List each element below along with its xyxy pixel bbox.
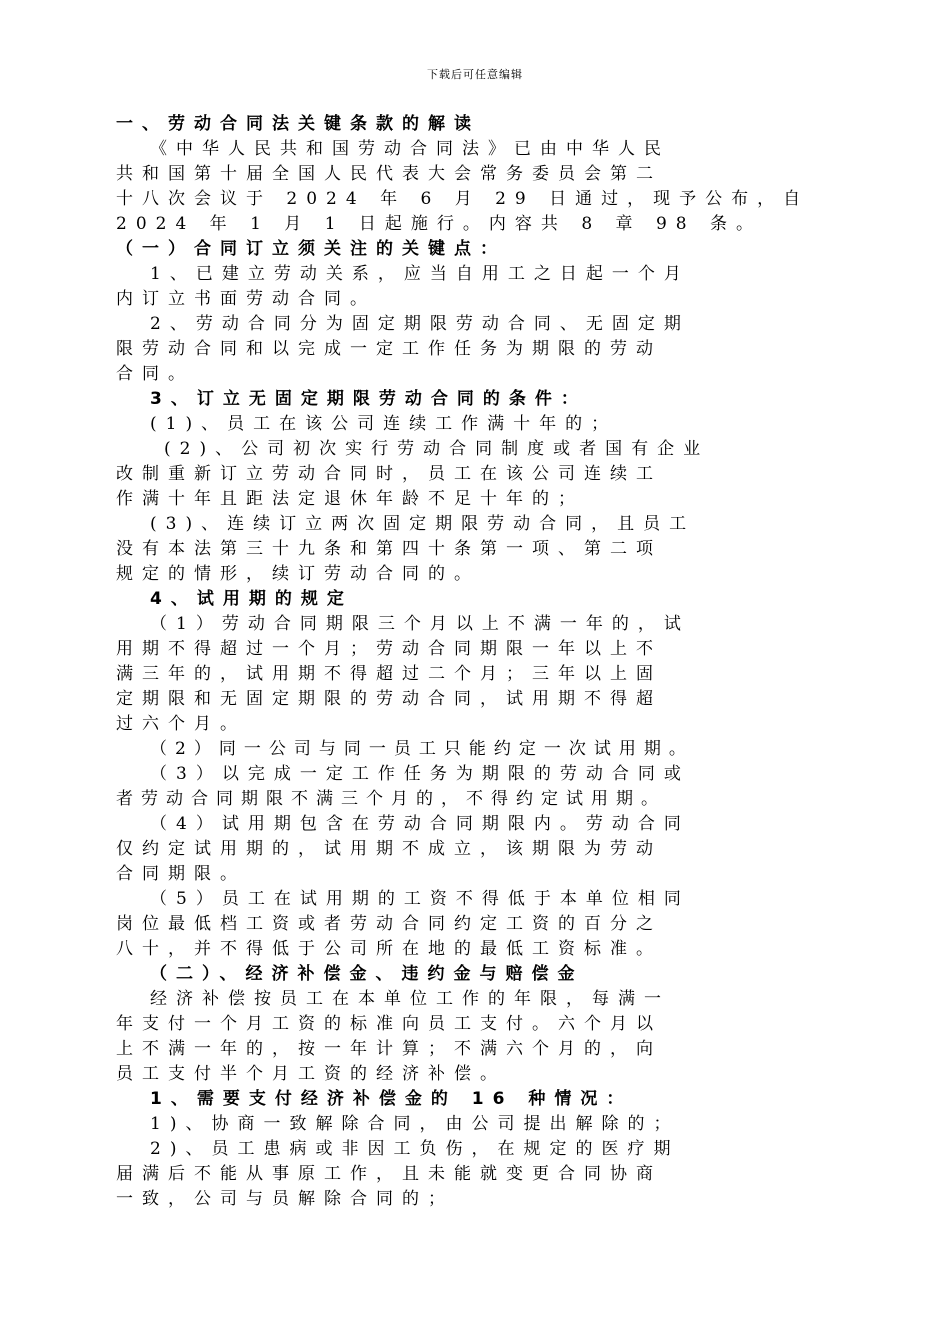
paragraph-line: 届满后不能从事原工作，且未能就变更合同协商 — [116, 1164, 662, 1184]
paragraph-line: 规定的情形，续订劳动合同的。 — [116, 564, 480, 584]
paragraph-line: 上不满一年的，按一年计算；不满六个月的，向 — [116, 1039, 662, 1059]
paragraph-line: （5）员工在试用期的工资不得低于本单位相同 — [150, 889, 690, 909]
paragraph-line: 2)、员工患病或非因工负伤，在规定的医疗期 — [150, 1139, 680, 1159]
paragraph-line: （1）劳动合同期限三个月以上不满一年的，试 — [150, 614, 690, 634]
paragraph-line: 1、已建立劳动关系，应当自用工之日起一个月 — [150, 264, 690, 284]
subsection-heading: 4、试用期的规定 — [150, 589, 353, 609]
paragraph-line: 《中华人民共和国劳动合同法》已由中华人民 — [150, 139, 670, 159]
paragraph-line: 过六个月。 — [116, 714, 246, 734]
subsection-heading: （二）、经济补偿金、违约金与赔偿金 — [150, 964, 584, 984]
paragraph-line: 1)、协商一致解除合同，由公司提出解除的； — [150, 1114, 680, 1134]
paragraph-line: （3）以完成一定工作任务为期限的劳动合同或 — [150, 764, 690, 784]
paragraph-line: (1)、员工在该公司连续工作满十年的； — [150, 414, 618, 434]
paragraph-line: 八十，并不得低于公司所在地的最低工资标准。 — [116, 939, 662, 959]
paragraph-line: 内订立书面劳动合同。 — [116, 289, 376, 309]
paragraph-line: 合同期限。 — [116, 864, 246, 884]
paragraph-line: 一致，公司与员解除合同的； — [116, 1189, 454, 1209]
paragraph-line: 十八次会议于 2024 年 6 月 29 日通过，现予公布，自 — [116, 189, 810, 209]
paragraph-line: （4）试用期包含在劳动合同期限内。劳动合同 — [150, 814, 690, 834]
paragraph-line: （2）同一公司与同一员工只能约定一次试用期。 — [150, 739, 694, 759]
subsection-heading: （一）合同订立须关注的关键点： — [116, 239, 506, 259]
paragraph-line: 共和国第十届全国人民代表大会常务委员会第二 — [116, 164, 662, 184]
paragraph-line: 满三年的，试用期不得超过二个月；三年以上固 — [116, 664, 662, 684]
paragraph-line: 者劳动合同期限不满三个月的，不得约定试用期。 — [116, 789, 666, 809]
paragraph-line: 经济补偿按员工在本单位工作的年限，每满一 — [150, 989, 670, 1009]
paragraph-line: 定期限和无固定期限的劳动合同，试用期不得超 — [116, 689, 662, 709]
paragraph-line: 限劳动合同和以完成一定工作任务为期限的劳动 — [116, 339, 662, 359]
section-heading: 一、劳动合同法关键条款的解读 — [116, 114, 480, 134]
paragraph-line: (2)、公司初次实行劳动合同制度或者国有企业 — [164, 439, 710, 459]
page-header: 下载后可任意编辑 — [427, 68, 523, 81]
paragraph-line: 作满十年且距法定退休年龄不足十年的； — [116, 489, 584, 509]
paragraph-line: 合同。 — [116, 364, 194, 384]
paragraph-line: 员工支付半个月工资的经济补偿。 — [116, 1064, 506, 1084]
paragraph-line: 改制重新订立劳动合同时，员工在该公司连续工 — [116, 464, 662, 484]
paragraph-line: 仅约定试用期的，试用期不成立，该期限为劳动 — [116, 839, 662, 859]
subsection-heading: 1、需要支付经济补偿金的 16 种情况： — [150, 1089, 633, 1109]
paragraph-line: 2、劳动合同分为固定期限劳动合同、无固定期 — [150, 314, 690, 334]
paragraph-line: 用期不得超过一个月；劳动合同期限一年以上不 — [116, 639, 662, 659]
paragraph-line: 岗位最低档工资或者劳动合同约定工资的百分之 — [116, 914, 662, 934]
subsection-heading: 3、订立无固定期限劳动合同的条件： — [150, 389, 587, 409]
paragraph-line: 年支付一个月工资的标准向员工支付。六个月以 — [116, 1014, 662, 1034]
paragraph-line: (3)、连续订立两次固定期限劳动合同，且员工 — [150, 514, 696, 534]
paragraph-line: 2024 年 1 月 1 日起施行。内容共 8 章 98 条。 — [116, 214, 762, 234]
paragraph-line: 没有本法第三十九条和第四十条第一项、第二项 — [116, 539, 662, 559]
